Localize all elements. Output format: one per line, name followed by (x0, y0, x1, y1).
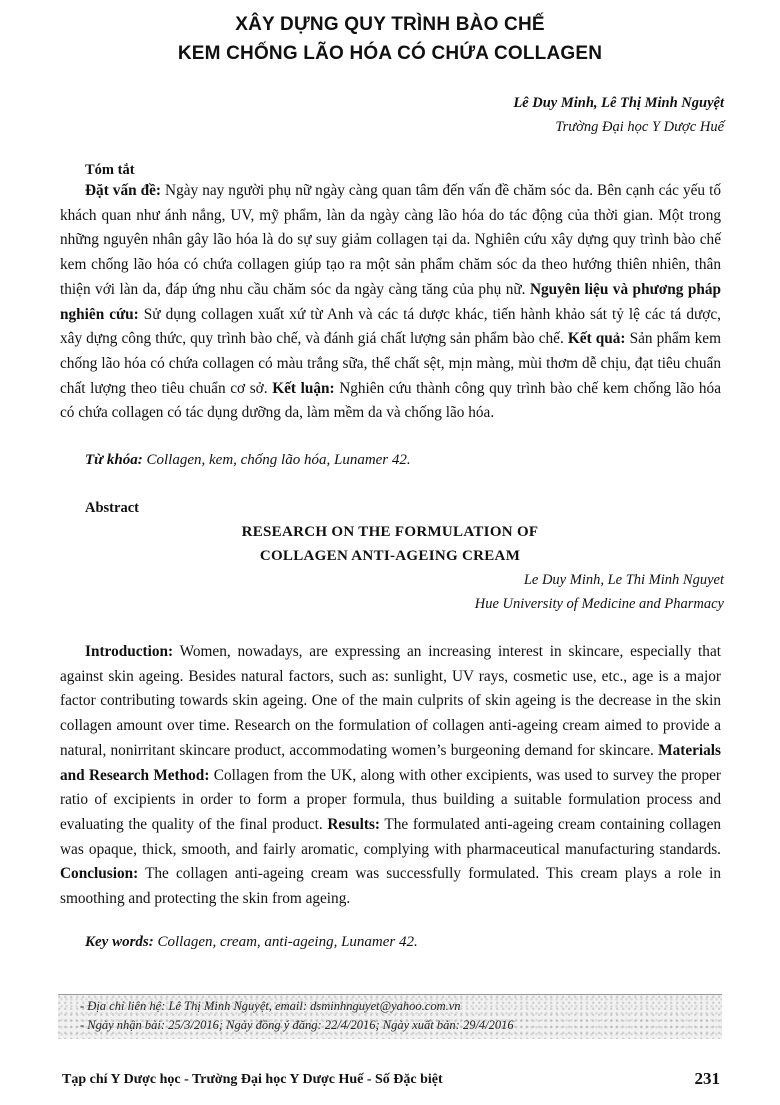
keywords-en-label: Key words: (85, 934, 154, 950)
abstract-conclusion-label: Conclusion: (60, 865, 139, 883)
footnote-contact: - Địa chỉ liên hệ: Lê Thị Minh Nguyệt, email: dsminhnguyet@yahoo.com.vn (80, 999, 461, 1013)
title-line-2: KEM CHỐNG LÃO HÓA CÓ CHỨA COLLAGEN (177, 43, 603, 64)
abstract-results-text: The formulated anti-ageing cream containing collagen was opaque, thick, smooth, and fairly aromatic, complying with pharmaceutical manufacturing standards. (60, 815, 722, 858)
page-number: 231 (694, 1069, 720, 1088)
keywords-vi-text: Collagen, kem, chống lão hóa, Lunamer 42. (142, 452, 411, 468)
summary-results-label: Kết quả: (567, 330, 626, 348)
abstract-heading: Abstract (85, 500, 139, 516)
abstract-paragraph (60, 640, 721, 912)
abstract-methods-text: Collagen from the UK, along with other excipients, was used to survey the proper ratio of excipients in order to form a proper formula, thus building a suitable formulation process and evaluating the quality of the final product. (60, 766, 721, 833)
abstract-conclusion-text: The collagen anti-ageing cream was successfully formulated. This cream plays a role in smoothing and protecting the skin from ageing. (60, 865, 721, 908)
summary-conclusion-text: Nghiên cứu thành công quy trình bào chế kem chống lão hóa có chứa collagen có tác dụng dưỡng da, làm mềm da và chống lão hóa. (60, 379, 721, 422)
summary-intro-label: Đặt vấn đề: (85, 182, 162, 199)
abstract-intro-text: Women, nowadays, are expressing an increasing interest in skincare, especially that against skin ageing. Besides natural factors, such as: sunlight, UV rays, cosmetic use, etc., age is a major factor contributing towards skin ageing. One of the main culprits of skin ageing is the decrease in the skin collagen amount over time. Research on the formulation of collagen anti-ageing cream aimed to provide a natural, nonirritant skincare product, accommodating women’s burgeoning demand for skincare. (60, 643, 721, 759)
affiliation-vi: Trường Đại học Y Dược Huế (555, 119, 724, 135)
abstract-results-label: Results: (327, 815, 381, 833)
summary-paragraph (60, 179, 721, 426)
summary-results-text: Sản phẩm kem chống lão hóa có chứa collagen có màu trắng sữa, thể chất sệt, mịn màng, mùi thơm dễ chịu, đạt tiêu chuẩn chất lượng theo tiêu chuẩn cơ sở. (60, 330, 721, 397)
title-en-line-1: RESEARCH ON THE FORMULATION OF (241, 524, 539, 540)
footnote-dates: - Ngày nhận bài: 25/3/2016; Ngày đồng ý đăng: 22/4/2016; Ngày xuất bản: 29/4/2016 (80, 1018, 514, 1032)
authors-vi: Lê Duy Minh, Lê Thị Minh Nguyệt (513, 95, 724, 111)
keywords-en (85, 934, 418, 951)
affiliation-en: Hue University of Medicine and Pharmacy (474, 596, 724, 612)
title-en-line-2: COLLAGEN ANTI-AGEING CREAM (259, 548, 521, 564)
keywords-vi (85, 452, 411, 469)
journal-footer: Tạp chí Y Dược học - Trường Đại học Y Dược Huế - Số Đặc biệt (62, 1072, 443, 1087)
summary-heading: Tóm tắt (85, 162, 135, 178)
keywords-en-text: Collagen, cream, anti-ageing, Lunamer 42. (153, 934, 418, 950)
abstract-methods-label: Materials and Research Method: (60, 741, 722, 784)
summary-methods-text: Sử dụng collagen xuất xứ từ Anh và các tá dược khác, tiến hành khảo sát tỷ lệ các tá dược, xây dựng công thức, quy trình bào chế, và đánh giá chất lượng sản phẩm bào chế. (60, 305, 721, 348)
keywords-vi-label: Từ khóa: (85, 452, 143, 468)
summary-methods-label: Nguyên liệu và phương pháp nghiên cứu: (60, 280, 722, 323)
title-line-1: XÂY DỰNG QUY TRÌNH BÀO CHẾ (235, 14, 545, 35)
abstract-intro-label: Introduction: (85, 643, 174, 660)
summary-intro-text: Ngày nay người phụ nữ ngày càng quan tâm đến vấn đề chăm sóc da. Bên cạnh các yếu tố khách quan như ánh nắng, UV, mỹ phẩm, làn da ngày càng lão hóa do tác động của thời gian. Một trong những nguyên nhân gây lão hóa là do sự suy giảm collagen tại da. Nghiên cứu xây dựng quy trình bào chế kem chống lão hóa có chứa collagen giúp tạo ra một sản phẩm chăm sóc da theo hướng thiên nhiên, thân thiện với làn da, đáp ứng nhu cầu chăm sóc da ngày càng tăng của phụ nữ. (60, 182, 721, 298)
authors-en: Le Duy Minh, Le Thi Minh Nguyet (523, 572, 724, 588)
footnote-box (58, 994, 722, 1039)
summary-conclusion-label: Kết luận: (272, 379, 335, 397)
